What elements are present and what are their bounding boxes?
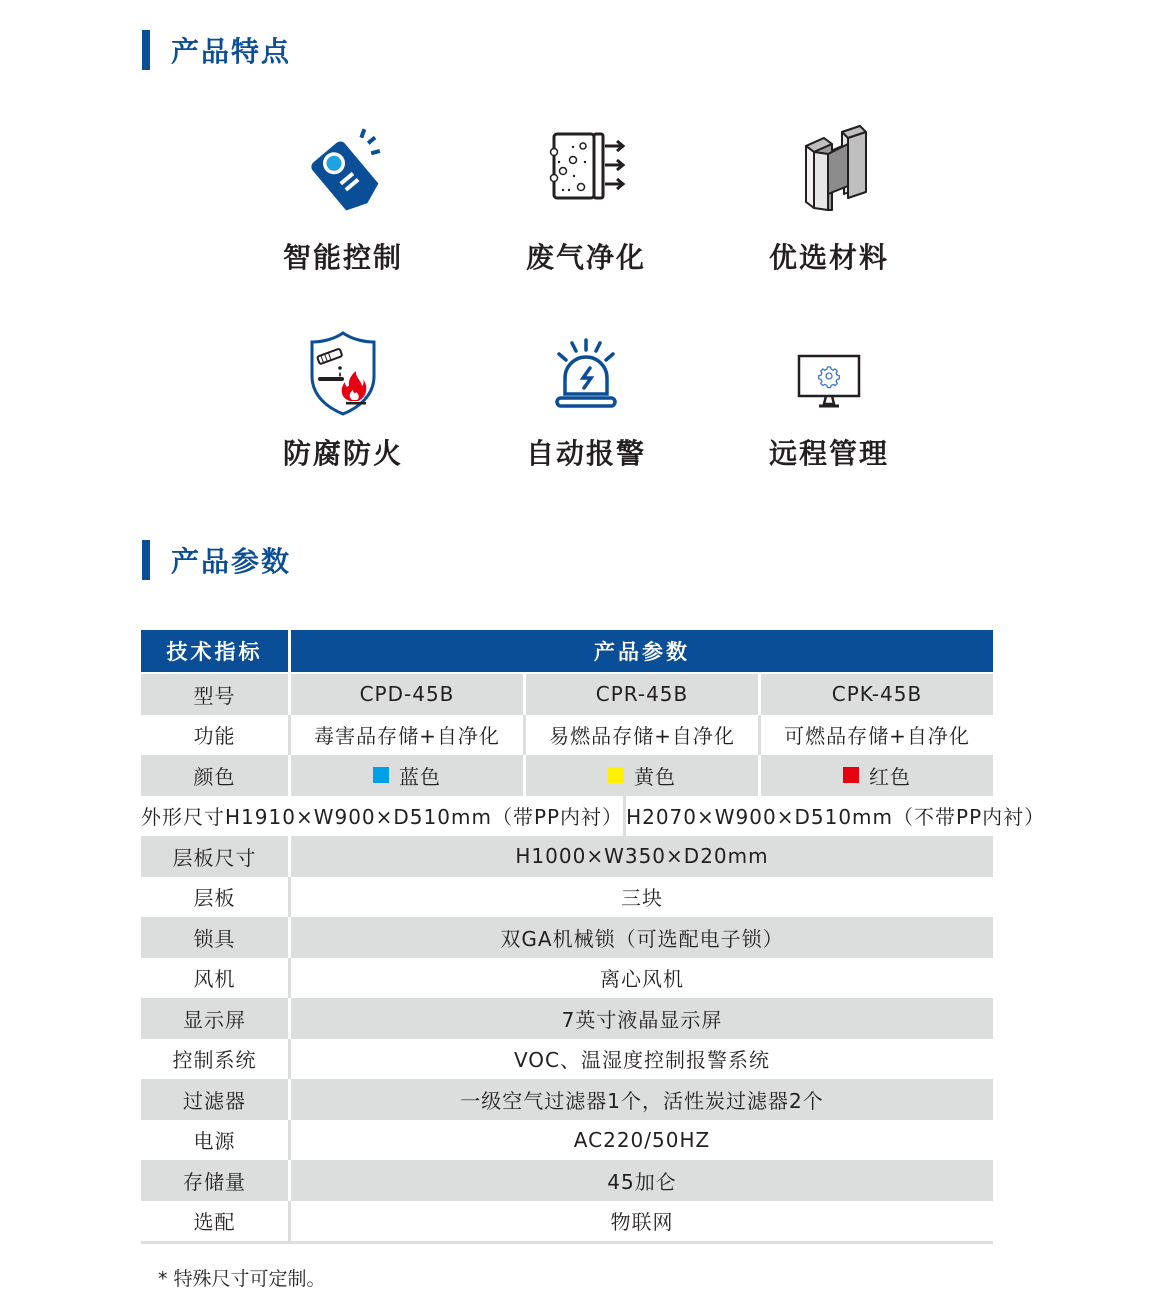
function-cpd: 毒害品存储+自净化 (291, 715, 523, 756)
function-cpr: 易燃品存储+自净化 (526, 715, 758, 756)
anticorrosion-fireproof-shield-icon (298, 330, 388, 420)
model-cpd: CPD-45B (291, 674, 523, 715)
function-cpk: 可燃品存储+自净化 (761, 715, 993, 756)
title-accent-bar (142, 540, 150, 580)
row-value: 离心风机 (291, 958, 993, 999)
header-product-params: 产品参数 (291, 630, 993, 672)
feature-label: 智能控制 (282, 241, 403, 274)
blue-swatch-icon (373, 767, 389, 783)
table-bottom-border (141, 1241, 993, 1244)
feature-label: 自动报警 (525, 437, 646, 470)
table-row-fan (141, 958, 993, 999)
color-cpk (761, 755, 993, 796)
row-key: 风机 (141, 958, 288, 999)
model-cpk: CPK-45B (761, 674, 993, 715)
header-tech-indicator: 技术指标 (141, 630, 288, 672)
feature-label: 防腐防火 (282, 437, 403, 470)
row-key: 锁具 (141, 917, 288, 958)
table-header-row (141, 630, 993, 672)
table-row-function (141, 715, 993, 756)
color-label: 黄色 (634, 764, 676, 789)
dimensions-without-liner: H2070×W900×D510mm（不带PP内衬） (626, 796, 1045, 837)
feature-label: 废气净化 (525, 241, 646, 274)
color-cpd (291, 755, 523, 796)
row-value: AC220/50HZ (291, 1120, 993, 1161)
title-accent-bar (142, 30, 150, 70)
exhaust-purification-icon (541, 124, 631, 214)
feature-premium-material (729, 124, 929, 276)
section-title-text: 产品参数 (171, 545, 292, 578)
color-cpr (526, 755, 758, 796)
row-value: 三块 (291, 877, 993, 918)
feature-label: 远程管理 (768, 437, 889, 470)
dimensions-with-liner: H1910×W900×D510mm（带PP内衬） (225, 796, 623, 837)
row-key: 选配 (141, 1201, 288, 1242)
row-value: 物联网 (291, 1201, 993, 1242)
table-row-capacity (141, 1160, 993, 1201)
section-title-features (142, 30, 291, 70)
section-title-params (142, 540, 291, 580)
row-value: H1000×W350×D20mm (291, 836, 993, 877)
table-row-filter (141, 1079, 993, 1120)
table-row-display (141, 998, 993, 1039)
yellow-swatch-icon (608, 767, 624, 783)
feature-smart-control (243, 124, 443, 276)
table-row-control-system (141, 1039, 993, 1080)
table-row-color (141, 755, 993, 796)
color-label: 红色 (869, 764, 911, 789)
red-swatch-icon (843, 767, 859, 783)
row-key: 控制系统 (141, 1039, 288, 1080)
table-row-lock (141, 917, 993, 958)
row-key: 过滤器 (141, 1079, 288, 1120)
row-key: 功能 (141, 715, 288, 756)
row-key: 层板尺寸 (141, 836, 288, 877)
table-row-power (141, 1120, 993, 1161)
row-key: 颜色 (141, 755, 288, 796)
model-cpr: CPR-45B (526, 674, 758, 715)
row-value: 45加仑 (291, 1160, 993, 1201)
spec-table (141, 630, 1046, 1244)
row-key: 存储量 (141, 1160, 288, 1201)
feature-auto-alarm (486, 330, 686, 472)
table-row-dimensions (141, 796, 1046, 837)
smart-control-icon (298, 124, 388, 214)
feature-remote-management (729, 330, 929, 472)
remote-monitor-gear-icon (784, 330, 874, 420)
alarm-beacon-icon (541, 330, 631, 420)
premium-material-icon (784, 124, 874, 214)
row-key: 层板 (141, 877, 288, 918)
color-label: 蓝色 (399, 764, 441, 789)
row-value: 一级空气过滤器1个，活性炭过滤器2个 (291, 1079, 993, 1120)
row-value: 双GA机械锁（可选配电子锁） (291, 917, 993, 958)
table-row-shelf-size (141, 836, 993, 877)
section-title-text: 产品特点 (171, 35, 292, 68)
row-key: 外形尺寸 (141, 796, 225, 837)
feature-label: 优选材料 (768, 241, 889, 274)
feature-exhaust-purification (486, 124, 686, 276)
row-key: 电源 (141, 1120, 288, 1161)
table-row-optional (141, 1201, 993, 1242)
footnote: * 特殊尺寸可定制。 (158, 1268, 326, 1290)
table-row-model (141, 674, 993, 715)
table-row-shelves (141, 877, 993, 918)
row-value: 7英寸液晶显示屏 (291, 998, 993, 1039)
row-key: 显示屏 (141, 998, 288, 1039)
feature-anticorrosion-fireproof (243, 330, 443, 472)
row-value: VOC、温湿度控制报警系统 (291, 1039, 993, 1080)
row-key: 型号 (141, 674, 288, 715)
